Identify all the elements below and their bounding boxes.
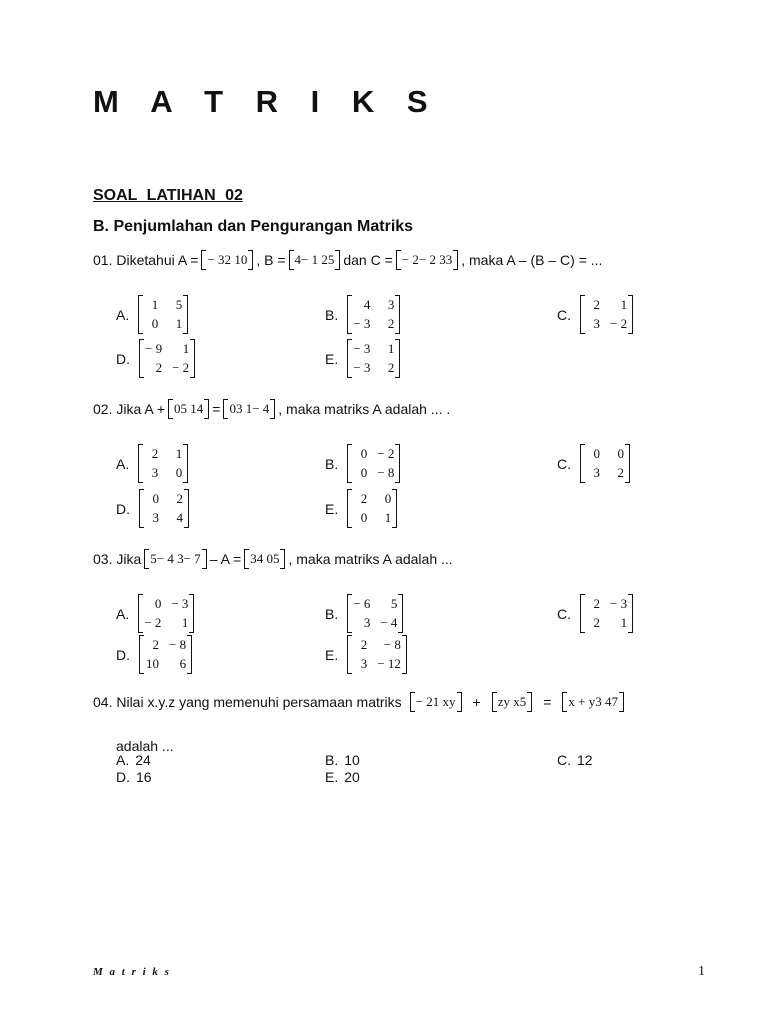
q2-option-d[interactable]: D. 0 2 3 4 xyxy=(116,489,192,528)
q4-continuation: adalah ... xyxy=(116,738,174,754)
page-title: M A T R I K S xyxy=(93,84,440,119)
q4-option-c[interactable]: C. 12 xyxy=(557,752,593,768)
question-4: 04. Nilai x.y.z yang memenuhi persamaan matriks − 21 xy + zy x5 = x + y3 47 xyxy=(93,692,627,712)
q4-option-e[interactable]: E. 20 xyxy=(325,769,360,785)
q1-option-c[interactable]: C. 2 1 3 − 2 xyxy=(557,295,636,334)
q1-option-d[interactable]: D. − 9 1 2 − 2 xyxy=(116,339,198,378)
option-matrix: − 3 1 − 3 2 xyxy=(347,339,400,378)
option-matrix: 0 2 3 4 xyxy=(139,489,189,528)
q3-option-b[interactable]: B. − 6 5 3 − 4 xyxy=(325,594,406,633)
page-number: 1 xyxy=(698,964,705,979)
q2-option-c[interactable]: C. 0 0 3 2 xyxy=(557,444,633,483)
question-1: 01. Diketahui A = − 32 10 , B = 4− 1 25 dan C = − 2− 2 33 , maka A – (B – C) = ... xyxy=(93,252,603,268)
q3-option-c[interactable]: C. 2 − 3 2 1 xyxy=(557,594,636,633)
option-matrix: − 6 5 3 − 4 xyxy=(347,594,403,633)
q4-option-d[interactable]: D. 16 xyxy=(116,769,152,785)
matrix-1: 5− 4 3− 7 xyxy=(144,549,206,569)
option-matrix: 4 3 − 3 2 xyxy=(347,295,400,334)
matrix-1: 05 14 xyxy=(168,399,209,419)
q2-option-e[interactable]: E. 2 0 0 1 xyxy=(325,489,400,528)
q3-option-d[interactable]: D. 2 − 8 10 6 xyxy=(116,635,195,674)
option-matrix: 2 − 8 3 − 12 xyxy=(347,635,407,674)
q2-option-a[interactable]: A. 2 1 3 0 xyxy=(116,444,191,483)
option-matrix: 0 − 2 0 − 8 xyxy=(347,444,400,483)
option-matrix: 2 1 3 − 2 xyxy=(580,295,633,334)
q4-option-b[interactable]: B. 10 xyxy=(325,752,360,768)
question-3: 03. Jika 5− 4 3− 7 – A = 34 05 , maka matriks A adalah ... xyxy=(93,551,453,567)
option-matrix: 2 − 3 2 1 xyxy=(580,594,633,633)
option-matrix: 0 − 3 − 2 1 xyxy=(138,594,194,633)
q3-option-a[interactable]: A. 0 − 3 − 2 1 xyxy=(116,594,197,633)
matrix-2: 34 05 xyxy=(244,549,285,569)
option-matrix: 2 − 8 10 6 xyxy=(139,635,192,674)
q1-option-e[interactable]: E. − 3 1 − 3 2 xyxy=(325,339,403,378)
q4-option-a[interactable]: A. 24 xyxy=(116,752,151,768)
matrix-c: − 2− 2 33 xyxy=(396,250,458,270)
q3-option-e[interactable]: E. 2 − 8 3 − 12 xyxy=(325,635,410,674)
section-heading: SOAL LATIHAN 02 xyxy=(93,187,243,204)
option-matrix: 0 0 3 2 xyxy=(580,444,630,483)
matrix-2: zy x5 xyxy=(492,692,533,712)
question-2: 02. Jika A + 05 14 = 03 1− 4 , maka matriks A adalah ... . xyxy=(93,401,451,417)
option-matrix: 1 5 0 1 xyxy=(138,295,188,334)
matrix-3: x + y3 47 xyxy=(562,692,624,712)
matrix-b: 4− 1 25 xyxy=(289,250,341,270)
option-matrix: − 9 1 2 − 2 xyxy=(139,339,195,378)
option-matrix: 2 0 0 1 xyxy=(347,489,397,528)
matrix-1: − 21 xy xyxy=(410,692,462,712)
q1-option-b[interactable]: B. 4 3 − 3 2 xyxy=(325,295,403,334)
option-matrix: 2 1 3 0 xyxy=(138,444,188,483)
q2-option-b[interactable]: B. 0 − 2 0 − 8 xyxy=(325,444,403,483)
subsection-heading: B. Penjumlahan dan Pengurangan Matriks xyxy=(93,218,414,235)
matrix-a: − 32 10 xyxy=(201,250,253,270)
matrix-2: 03 1− 4 xyxy=(223,399,275,419)
footer-title: M a t r i k s xyxy=(93,966,171,978)
q1-option-a[interactable]: A. 1 5 0 1 xyxy=(116,295,191,334)
